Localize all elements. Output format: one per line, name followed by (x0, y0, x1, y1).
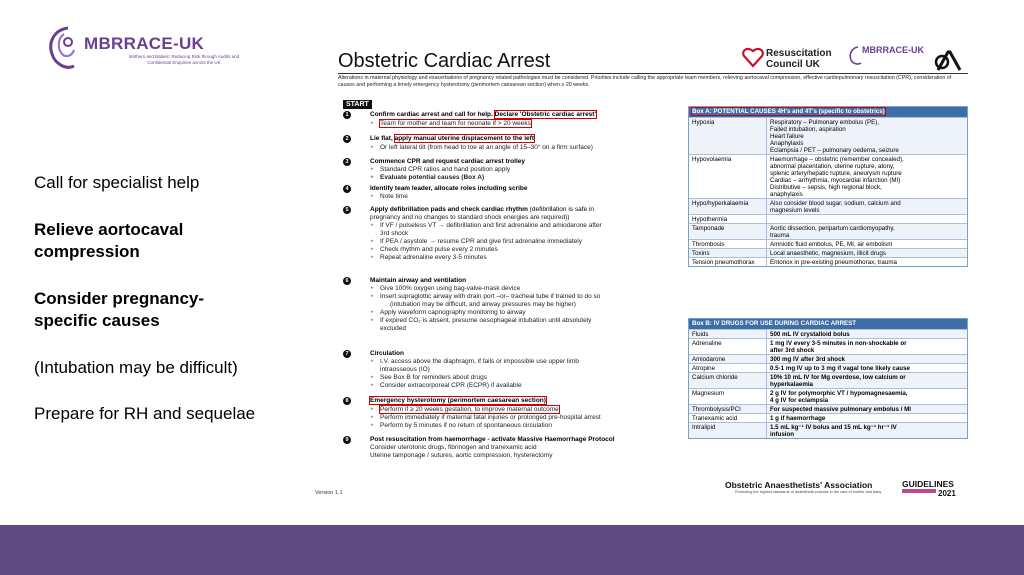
left-item-pregnancy-causes: Consider pregnancy-specific causes (34, 289, 205, 330)
step-5-head-tail: (defibrillation is safe in (529, 206, 594, 213)
step-number: 8 (343, 397, 351, 405)
detail-cell (767, 118, 967, 154)
step-8-sub: ▸ Perform immediately if maternal fatal injuries or prolonged pre-hospital arrest (380, 414, 601, 422)
table-row (689, 248, 967, 257)
detail-line: 4 g IV for eclampsia (770, 396, 829, 404)
step-3-sub: ▸ Standard CPR ratios and hand position apply (380, 166, 510, 174)
detail-line: Anaphylaxis (770, 139, 804, 147)
guidelines-label: GUIDELINES (902, 479, 954, 489)
detail-cell (767, 215, 967, 223)
step-8-sub: ▸ Perform by 5 minutes if no return of spontaneous circulation (380, 422, 552, 430)
document-title: Obstetric Cardiac Arrest (338, 50, 551, 72)
drug-cell: Thrombolysis/PCI (689, 405, 767, 413)
drug-cell: Intralipid (689, 423, 767, 438)
drug-cell: Atropine (689, 364, 767, 372)
mother-baby-logo-icon (44, 24, 84, 72)
detail-line: abnormal placentation, uterine rupture, atony, (770, 162, 895, 170)
drug-cell: Fluids (689, 330, 767, 338)
step-7-head: Circulation (370, 350, 404, 357)
step-6-sub: ▸ Insert supraglottic airway with drain port –or– tracheal tube if trained to do so (380, 293, 600, 301)
document-intro: Alterations in maternal physiology and exacerbations of pregnancy related pathologies must be considered. Priorities include calling the appropriate team members, relieving aortocaval compression, effective cardiopulmonary resuscitation (CPR), consideration of causes and performing a timely emergency hysterotomy (perimortem caesarean section) when ≥ 20 weeks. (338, 73, 968, 88)
cause-cell: Hypoxia (689, 118, 767, 154)
detail-line: Respiratory – Pulmonary embolus (PE), (770, 118, 880, 126)
table-row (689, 388, 967, 404)
step-5-sub: ▸ If VF / pulseless VT → defibrillation and first adrenaline and amiodarone after (380, 222, 602, 230)
cause-cell: Tamponade (689, 224, 767, 239)
table-row (689, 117, 967, 154)
cause-cell: Hypothermia (689, 215, 767, 223)
detail-cell (767, 364, 967, 372)
detail-line: 1 mg IV every 3-5 minutes in non-shockable or (770, 339, 907, 347)
step-7-sub: ▸ Consider extracorporeal CPR (ECPR) if available (380, 382, 522, 390)
detail-line: after 3rd shock (770, 346, 815, 354)
table-row (689, 329, 967, 338)
detail-cell (767, 155, 967, 198)
left-item-aortocaval: Relieve aortocaval compression (34, 220, 184, 261)
detail-line: Heart failure (770, 132, 804, 140)
guidelines-year: 2021 (938, 489, 956, 498)
table-row (689, 257, 967, 266)
step-3-head: Commence CPR and request cardiac arrest trolley (370, 158, 525, 165)
step-6-sub: ▸ If expired CO₂ is absent, presume oesophageal intubation until absolutely (380, 317, 591, 325)
detail-line: anaphylaxis (770, 190, 803, 198)
step-5-head: Apply defibrillation pads and check cardiac rhythm (370, 206, 528, 213)
footer-band (0, 525, 1024, 575)
cause-cell: Thrombosis (689, 240, 767, 248)
guideline-document (315, 42, 975, 510)
step-5-sub: ▸ If PEA / asystole → resume CPR and give first adrenaline immediately (380, 238, 582, 246)
detail-line: magnesium levels (770, 206, 820, 214)
step-2-head: Lie flat, (370, 135, 393, 142)
step-6-sub: ▸ Give 100% oxygen using bag-valve-mask device (380, 285, 520, 293)
box-a-header: Box A: POTENTIAL CAUSES 4H's and 4T's (specific to obstetrics) (692, 108, 885, 115)
table-row (689, 413, 967, 422)
detail-cell (767, 249, 967, 257)
detail-line: 300 mg IV after 3rd shock (770, 355, 845, 363)
step-9-sub: Uterine tamponage / sutures, aortic compression, hysterectomy (370, 452, 553, 459)
left-item-specialist-help: Call for specialist help (34, 173, 200, 192)
table-row (689, 154, 967, 198)
table-row (689, 363, 967, 372)
oaa-footer: Obstetric Anaesthetists' Association (725, 480, 873, 490)
drug-cell: Magnesium (689, 389, 767, 404)
step-1-sub: Team for mother and team for neonate if > 20 weeks (380, 120, 531, 127)
detail-line: 2 g IV for polymorphic VT / hypomagnesaemia, (770, 389, 908, 397)
step-number: 2 (343, 135, 351, 143)
step-6-head: Maintain airway and ventilation (370, 277, 467, 284)
detail-line: Distributive – sepsis, high regional block, (770, 183, 882, 191)
step-1-head: Confirm cardiac arrest and call for help. (370, 111, 493, 118)
detail-line: 500 mL IV crystalloid bolus (770, 330, 850, 338)
logo-tagline: Mothers and Babies: Reducing Risk through Audits and Confidential Enquiries across the UK (128, 54, 240, 65)
detail-cell (767, 405, 967, 413)
step-number: 9 (343, 436, 351, 444)
detail-cell (767, 373, 967, 388)
detail-line: hyperkalaemia (770, 380, 813, 388)
version-label: Version 1.1 (315, 490, 343, 496)
step-9-head: Post resuscitation from haemorrhage - activate Massive Haemorrhage Protocol (370, 436, 615, 443)
detail-line: Local anaesthetic, magnesium, illicit drugs (770, 249, 886, 257)
detail-cell (767, 199, 967, 214)
detail-line: Aortic dissection, peripartum cardiomyopathy, (770, 224, 895, 232)
detail-cell (767, 355, 967, 363)
step-6-sub: ▸ Apply waveform capnography monitoring to airway (380, 309, 526, 317)
oaa-logo-icon (934, 48, 964, 74)
detail-line: Also consider blood sugar, sodium, calcium and (770, 199, 901, 207)
step-number: 6 (343, 277, 351, 285)
start-label: START (343, 100, 372, 109)
box-a-causes-table (688, 106, 968, 267)
detail-line: 10% 10 mL IV for Mg overdose, low calcium or (770, 373, 906, 381)
detail-cell (767, 339, 967, 354)
step-number: 3 (343, 158, 351, 166)
detail-line: Amniotic fluid embolus, PE, MI, air embolism (770, 240, 893, 248)
detail-line: Failed intubation, aspiration (770, 125, 846, 133)
step-1-highlight: Declare 'Obstetric cardiac arrest' (494, 111, 597, 118)
table-row (689, 372, 967, 388)
table-row (689, 214, 967, 223)
box-b-drugs-table (688, 318, 968, 439)
heart-icon (742, 46, 764, 68)
rc-logo-text: Resuscitation Council UK (766, 48, 832, 70)
mbrrace-logo (44, 24, 244, 72)
oaa-footer-sub: Promoting the highest standards of anaesthetic practice in the care of mother and baby (735, 490, 882, 494)
detail-cell (767, 240, 967, 248)
step-8-sub: Perform if ≥ 20 weeks gestation, to improve maternal outcome (380, 406, 559, 413)
step-2-highlight: apply manual uterine displacement to the left (394, 135, 534, 142)
step-number: 4 (343, 185, 351, 193)
detail-line: 0.5-1 mg IV up to 3 mg if vagal tone likely cause (770, 364, 910, 372)
table-row (689, 354, 967, 363)
table-row (689, 338, 967, 354)
step-3-sub: ▸ Evaluate potential causes (Box A) (380, 174, 484, 182)
left-item-rh-sequelae: Prepare for RH and sequelae (34, 404, 256, 423)
step-7-sub: ▸ I.V. access above the diaphragm, if fails or impossible use upper limb (380, 358, 579, 366)
drug-cell: Adrenaline (689, 339, 767, 354)
cause-cell: Toxins (689, 249, 767, 257)
detail-line: Eclampsia / PET – pulmonary oedema, seizure (770, 146, 899, 154)
detail-line: Cardiac – arrhythmia, myocardial infarction (MI) (770, 176, 901, 184)
step-2-sub: ▸ Or left lateral tilt (from head to toe at an angle of 15–30° on a firm surface) (380, 144, 593, 152)
cause-cell: Tension pneumothorax (689, 258, 767, 266)
step-9-sub: Consider uterotonic drugs, fibrinogen and tranexamic acid (370, 444, 537, 451)
detail-line: infusion (770, 430, 795, 438)
detail-cell (767, 330, 967, 338)
step-number: 1 (343, 111, 351, 119)
table-row (689, 422, 967, 438)
logo-brand: MBRRACE-UK (84, 34, 205, 53)
detail-line: trauma (770, 231, 790, 239)
step-number: 7 (343, 350, 351, 358)
detail-line: For suspected massive pulmonary embolus / MI (770, 405, 911, 413)
step-6-sub: excluded (380, 325, 407, 332)
step-4-sub: ▸ Note time (380, 193, 408, 201)
step-8-highlight: Emergency hysterotomy (perimortem caesarean section) (370, 397, 546, 404)
detail-cell (767, 423, 967, 438)
detail-cell (767, 414, 967, 422)
box-b-header: Box B: IV DRUGS FOR USE DURING CARDIAC ARREST (689, 319, 967, 329)
step-5-sub: ▸ Check rhythm and pulse every 2 minutes (380, 246, 498, 254)
step-6-sub: (intubation may be difficult, and airway pressures may be higher) (390, 301, 576, 308)
step-5-sub: ▸ Repeat adrenaline every 3-5 minutes (380, 254, 487, 262)
detail-line: 1.5 mL kg⁻¹ IV bolus and 15 mL kg⁻¹ hr⁻¹ IV (770, 423, 897, 431)
step-4-head: Identify team leader, allocate roles including scribe (370, 185, 528, 192)
drug-cell: Calcium chloride (689, 373, 767, 388)
step-7-sub: intraosseous (IO) (380, 366, 430, 373)
detail-line: 1 g if haemorrhage (770, 414, 826, 422)
table-row (689, 239, 967, 248)
detail-line: splenic artery/hepatic rupture, aneurysm rupture (770, 169, 902, 177)
cause-cell: Hypovolaemia (689, 155, 767, 198)
table-row (689, 404, 967, 413)
left-item-intubation: (Intubation may be difficult) (34, 358, 238, 377)
guidelines-bar (902, 489, 936, 493)
mbrrace-small-logo: MBRRACE-UK (862, 45, 924, 55)
detail-cell (767, 258, 967, 266)
table-row (689, 223, 967, 239)
step-7-sub: ▸ See Box B for reminders about drugs (380, 374, 487, 382)
drug-cell: Amiodarone (689, 355, 767, 363)
drug-cell: Tranexamic acid (689, 414, 767, 422)
table-row (689, 198, 967, 214)
detail-line: Entonox in pre-existing pneumothorax, trauma (770, 258, 897, 266)
cause-cell: Hypo/hyperkalaemia (689, 199, 767, 214)
step-5-sub: pregnancy and no changes to standard shock energies are required)) (370, 214, 570, 221)
step-5-sub: 3rd shock (380, 230, 409, 237)
detail-cell (767, 389, 967, 404)
step-number: 5 (343, 206, 351, 214)
detail-line: Haemorrhage – obstetric (remember concealed), (770, 155, 904, 163)
detail-cell (767, 224, 967, 239)
